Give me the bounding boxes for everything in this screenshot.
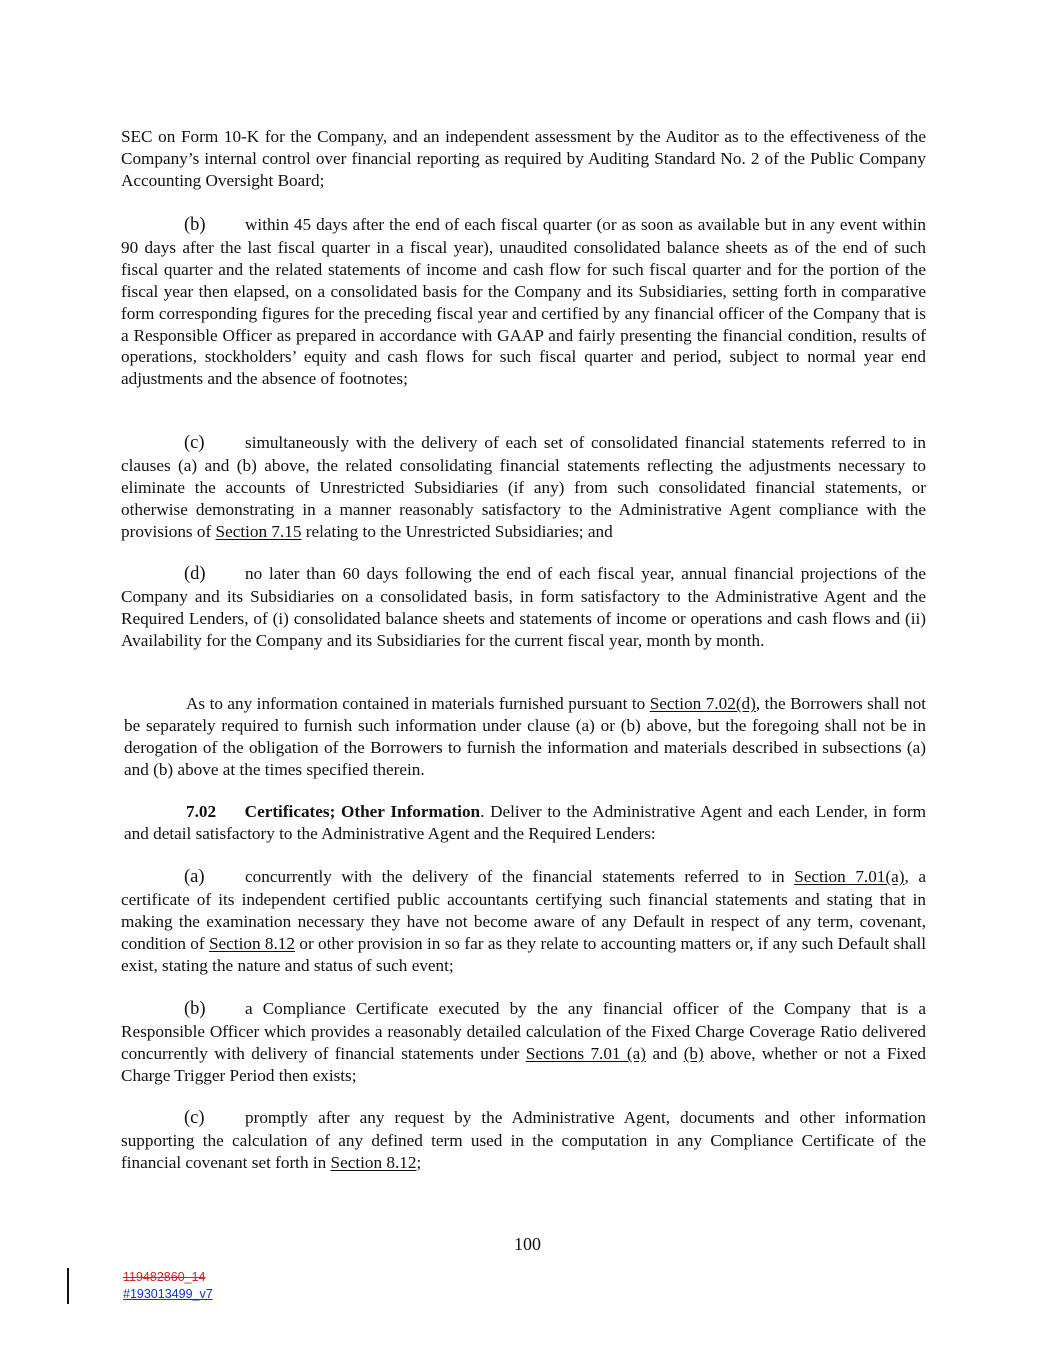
section-heading: Certificates; Other Information bbox=[244, 802, 481, 821]
clause-7-02-a bbox=[121, 866, 926, 977]
section-number: 7.02 bbox=[186, 802, 217, 821]
section-link[interactable]: Section 7.15 bbox=[215, 521, 302, 541]
section-link[interactable]: Section 8.12 bbox=[330, 1152, 417, 1172]
clause-text: no later than 60 days following the end of each fiscal year, annual financial projections of the Company and its Subsidiaries on a consolidated basis, in form satisfactory to the Administrative Agent and the Required Lenders, of (i) consolidated balance sheets and statements of income or operations and cash flows and (ii) Availability for the Company and its Subsidiaries for the current fiscal year, month by month. bbox=[121, 564, 926, 650]
clause-text: and bbox=[652, 1043, 678, 1063]
clause-label: (b) bbox=[184, 999, 206, 1019]
revision-change-bar bbox=[67, 1268, 69, 1304]
clause-text: concurrently with the delivery of the financial statements referred to in bbox=[245, 867, 785, 886]
clause-7-02-c bbox=[121, 1107, 926, 1174]
paragraph-text: , the Borrowers shall not be separately required to furnish such information under clause (a) or (b) above, but the foregoing shall not be in derogation of the obligation of the Borrowers to furnish the information and materials described in subsections (a) and (b) above at the times specified therein. bbox=[124, 694, 926, 779]
clause-7-01-d bbox=[121, 563, 926, 652]
clause-text: above, whether or not a Fixed Charge Trigger Period then exists; bbox=[121, 1043, 926, 1085]
document-id-footer bbox=[123, 1269, 213, 1303]
paragraph-as-to-information bbox=[124, 693, 926, 781]
old-document-id: 119482860_14 bbox=[123, 1270, 206, 1284]
section-link[interactable]: Sections 7.01 (a) bbox=[525, 1043, 647, 1063]
clause-label: (b) bbox=[184, 215, 206, 235]
clause-text: promptly after any request by the Administrative Agent, documents and other information supporting the calculation of any defined term used in the computation in any Compliance Certificate of the financial covenant set forth in bbox=[121, 1108, 926, 1172]
paragraph-text: SEC on Form 10-K for the Company, and an independent assessment by the Auditor as to the effectiveness of the Company’s internal control over financial reporting as required by Auditing Standard No. 2 of the Public Company Accounting Oversight Board; bbox=[121, 127, 926, 190]
clause-text: ; bbox=[416, 1152, 422, 1172]
clause-text: or other provision in so far as they relate to accounting matters or, if any such Default shall exist, stating the nature and status of such event; bbox=[121, 933, 927, 975]
section-text: . Deliver to the Administrative Agent and each Lender, in form and detail satisfactory to the Administrative Agent and the Required Lenders: bbox=[124, 802, 926, 843]
section-link[interactable]: Section 8.12 bbox=[208, 933, 295, 953]
page-number: 100 bbox=[514, 1234, 541, 1254]
new-document-id: #193013499_v7 bbox=[123, 1287, 213, 1301]
clause-7-02-b bbox=[121, 998, 926, 1087]
paragraph-continuation bbox=[121, 126, 926, 192]
clause-7-01-b bbox=[121, 214, 926, 390]
clause-7-01-c bbox=[121, 432, 926, 543]
clause-label: (c) bbox=[184, 1108, 205, 1128]
section-link[interactable]: Section 7.01(a) bbox=[794, 867, 905, 886]
clause-label: (c) bbox=[184, 433, 205, 453]
clause-text: relating to the Unrestricted Subsidiaries; and bbox=[305, 521, 613, 541]
section-link[interactable]: (b) bbox=[683, 1043, 704, 1063]
clause-text: a Compliance Certificate executed by the any financial officer of the Company that is a Responsible Officer which provides a reasonably detailed calculation of the Fixed Charge Coverage Ratio delivered concurrently with delivery of financial statements under bbox=[121, 999, 926, 1063]
clause-text: simultaneously with the delivery of each set of consolidated financial statements referred to in clauses (a) and (b) above, the related consolidating financial statements reflecting the adjustments necessary to eliminate the accounts of Unrestricted Subsidiaries (if any) from such consolidated financial statements, or otherwise demonstrating in a manner reasonably satisfactory to the Administrative Agent compliance with the provisions of bbox=[121, 433, 926, 541]
section-7-02 bbox=[124, 801, 926, 845]
clause-label: (d) bbox=[184, 564, 206, 584]
section-link[interactable]: Section 7.02(d) bbox=[649, 694, 756, 713]
clause-label: (a) bbox=[184, 867, 205, 887]
paragraph-text: As to any information contained in materials furnished pursuant to bbox=[186, 694, 646, 713]
clause-text: , a certificate of its independent certified public accountants certifying such financial statements and stating that in making the examination necessary they have not become aware of any Default in respect of any term, covenant, condition of bbox=[121, 867, 926, 953]
clause-text: within 45 days after the end of each fiscal quarter (or as soon as available but in any event within 90 days after the last fiscal quarter in a fiscal year), unaudited consolidated balance sheets as of the end of such fiscal quarter and the related statements of income and cash flow for such fiscal quarter and for the portion of the fiscal year then elapsed, on a consolidated basis for the Company and its Subsidiaries, setting forth in comparative form corresponding figures for the preceding fiscal year and certified by any financial officer of the Company that is a Responsible Officer as prepared in accordance with GAAP and fairly presenting the financial condition, results of operations, stockholders’ equity and cash flows for such fiscal quarter and period, subject to normal year end adjustments and the absence of footnotes; bbox=[121, 215, 926, 389]
